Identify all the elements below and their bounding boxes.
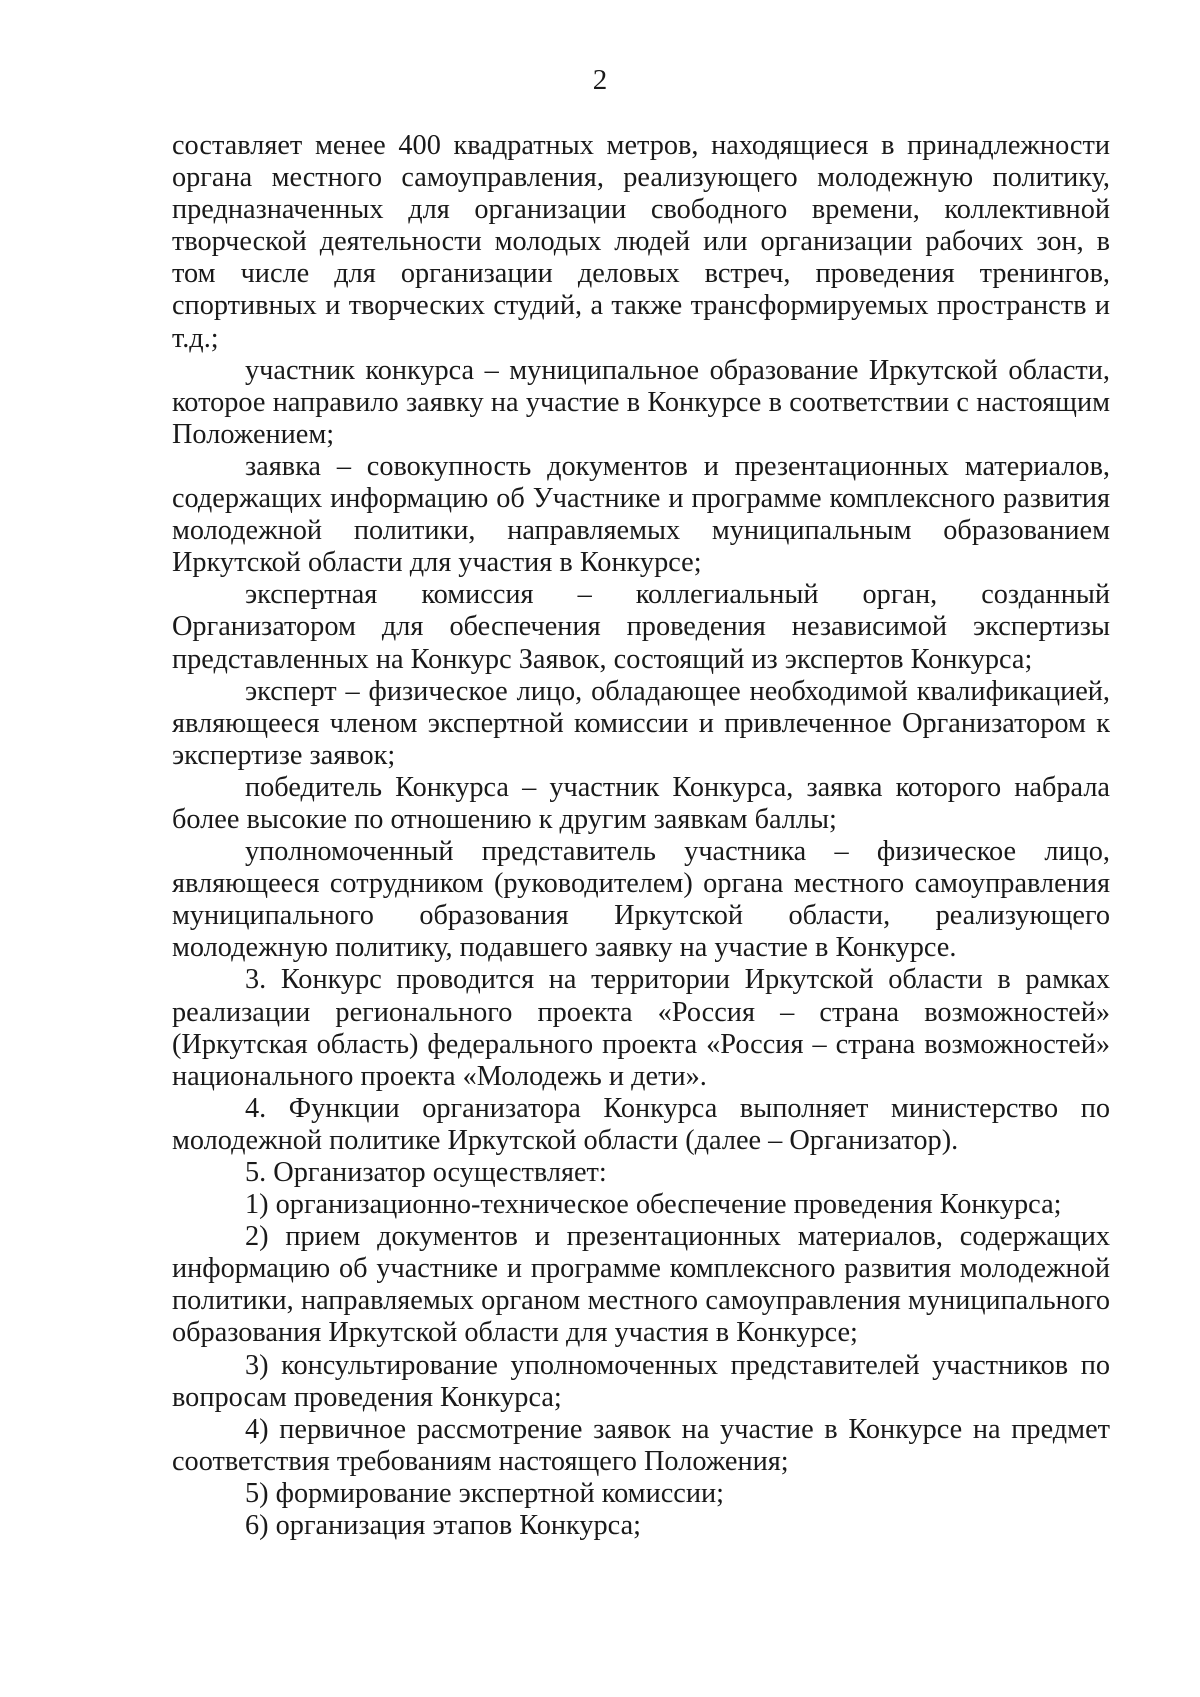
paragraph-space-definition: составляет менее 400 квадратных метров, находящиеся в принадлежности органа местного самоуправления, реализующего молодежную политику, предназначенных для организации свободного времени, коллективной творческой деятельности молодых людей или организации рабочих зон, в том числе для организации деловых встреч, проведения тренингов, спортивных и творческих студий, а также трансформируемых пространств и т.д.; <box>172 130 1110 354</box>
paragraph-contest-winner: победитель Конкурса – участник Конкурса, заявка которого набрала более высокие по отношению к другим заявкам баллы; <box>172 771 1110 835</box>
paragraph-clause-3: 3. Конкурс проводится на территории Иркутской области в рамках реализации регионального проекта «Россия – страна возможностей» (Иркутская область) федерального проекта «Россия – страна возможностей» национального проекта «Молодежь и дети». <box>172 964 1110 1092</box>
page-number: 2 <box>592 64 608 96</box>
paragraph-authorized-representative: уполномоченный представитель участника – физическое лицо, являющееся сотрудником (руководителем) органа местного самоуправления муниципального образования Иркутской области, реализующего молодежную политику, подавшего заявку на участие в Конкурсе. <box>172 836 1110 964</box>
paragraph-clause-5: 5. Организатор осуществляет: <box>245 1157 607 1188</box>
document-body <box>172 130 1110 1542</box>
list-item-3: 3) консультирование уполномоченных представителей участников по вопросам проведения Конкурса; <box>172 1349 1110 1413</box>
list-item-1: 1) организационно-техническое обеспечение проведения Конкурса; <box>245 1189 1062 1221</box>
list-item-4: 4) первичное рассмотрение заявок на участие в Конкурсе на предмет соответствия требованиям настоящего Положения; <box>172 1413 1110 1477</box>
paragraph-contest-participant: участник конкурса – муниципальное образование Иркутской области, которое направило заявку на участие в Конкурсе в соответствии с настоящим Положением; <box>172 354 1110 450</box>
list-item-2: 2) прием документов и презентационных материалов, содержащих информацию об участнике и программе комплексного развития молодежной политики, направляемых органом местного самоуправления муниципального образования Иркутской области для участия в Конкурсе; <box>172 1221 1110 1349</box>
list-item-6: 6) организация этапов Конкурса; <box>245 1510 642 1542</box>
paragraph-clause-4: 4. Функции организатора Конкурса выполняет министерство по молодежной политике Иркутской области (далее – Организатор). <box>172 1092 1110 1156</box>
paragraph-expert: эксперт – физическое лицо, обладающее необходимой квалификацией, являющееся членом экспертной комиссии и привлеченное Организатором к экспертизе заявок; <box>172 675 1110 771</box>
list-item-5: 5) формирование экспертной комиссии; <box>245 1477 725 1509</box>
paragraph-application: заявка – совокупность документов и презентационных материалов, содержащих информацию об Участнике и программе комплексного развития молодежной политики, направляемых муниципальным образованием Иркутской области для участия в Конкурсе; <box>172 450 1110 579</box>
paragraph-expert-commission: экспертная комиссия – коллегиальный орган, созданный Организатором для обеспечения проведения независимой экспертизы представленных на Конкурс Заявок, состоящий из экспертов Конкурса; <box>172 579 1110 675</box>
